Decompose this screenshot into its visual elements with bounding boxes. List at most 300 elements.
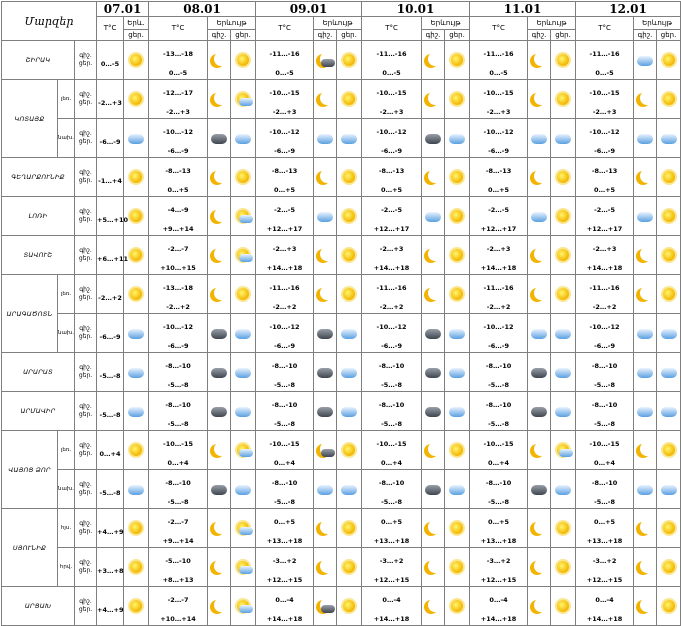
moon-icon	[423, 596, 443, 616]
date-header: 11.01	[470, 2, 576, 17]
day-temp: -6…-9	[167, 147, 189, 155]
day-temp: 0…+5	[274, 186, 296, 194]
moon-icon	[315, 284, 335, 304]
temp-cell	[470, 275, 528, 314]
day-temp: +14…+18	[480, 615, 517, 623]
night-label: գիշ.	[79, 520, 92, 527]
night-phenomenon	[422, 275, 445, 314]
night-temp: -2…+3	[379, 245, 404, 253]
day-phenomenon	[337, 41, 362, 80]
table-row	[2, 392, 681, 431]
night-phenomenon	[528, 314, 551, 353]
time-of-day	[75, 80, 97, 119]
sun-icon	[126, 284, 146, 304]
day-phenomenon	[337, 314, 362, 353]
moon-icon	[209, 518, 229, 538]
day-phenomenon	[445, 314, 470, 353]
sun-icon	[447, 50, 467, 70]
day-phenomenon	[445, 197, 470, 236]
night-temp: -8…-10	[378, 479, 405, 487]
temp-value: +6…+11	[97, 254, 128, 263]
day-phenomenon	[231, 275, 256, 314]
night-temp: -8…-10	[485, 401, 512, 409]
sun-icon	[339, 284, 359, 304]
night-label: գիշ.	[79, 130, 92, 137]
zone-label: հյս.	[58, 509, 75, 548]
night-subheader: գիշ.	[422, 30, 445, 41]
table-row	[2, 41, 681, 80]
night-temp: -10…-12	[163, 323, 194, 331]
day-temp: +9…+14	[162, 537, 194, 545]
day-temp: -6…-9	[594, 342, 616, 350]
night-temp: 0…+5	[381, 518, 403, 526]
day-temp: +14…+18	[266, 615, 303, 623]
phenomenon-cell	[124, 353, 149, 392]
cloud-icon	[553, 479, 573, 499]
day-temp: +14…+18	[266, 264, 303, 272]
night-temp: -8…-10	[271, 479, 298, 487]
night-temp: -11…-16	[269, 50, 300, 58]
night-label: գիշ.	[79, 208, 92, 215]
day-phenomenon	[445, 236, 470, 275]
night-phenomenon	[634, 548, 657, 587]
night-phenomenon	[528, 158, 551, 197]
phenomenon-cell	[124, 548, 149, 587]
temp-cell	[149, 587, 208, 626]
cloud-icon	[553, 362, 573, 382]
temp-cell	[362, 587, 422, 626]
night-subheader: գիշ.	[314, 30, 337, 41]
night-temp: -10…-12	[269, 323, 300, 331]
temp-cell	[256, 119, 314, 158]
phenomenon-header: Երևույթ	[422, 17, 470, 30]
day-subheader: ցեր.	[231, 30, 256, 41]
day-temp: -5…-8	[488, 381, 510, 389]
zone-label: հրվ.	[58, 548, 75, 587]
time-of-day	[75, 236, 97, 275]
date-header: 10.01	[362, 2, 470, 17]
sun-icon	[553, 206, 573, 226]
day-phenomenon	[657, 158, 681, 197]
night-temp: -8…-13	[271, 167, 298, 175]
night-phenomenon	[314, 314, 337, 353]
day-phenomenon	[231, 158, 256, 197]
night-temp: -8…-10	[165, 479, 191, 487]
temp-value: -2…+2	[98, 293, 122, 302]
phenomenon-cell	[124, 197, 149, 236]
night-temp: -2…-5	[274, 206, 296, 214]
region-name: ԱՐԱԳԱԾՈՏՆ	[2, 275, 58, 353]
temp-cell	[97, 80, 124, 119]
cloud-icon	[233, 323, 253, 343]
temp-value: -5…-8	[99, 410, 121, 419]
night-phenomenon	[528, 431, 551, 470]
moon-icon	[423, 50, 443, 70]
table-row	[2, 353, 681, 392]
zone-label: լեռ.	[58, 80, 75, 119]
dark-cloud-icon	[529, 401, 549, 421]
temp-value: -2…+3	[98, 98, 122, 107]
cloud-icon	[233, 479, 253, 499]
moon-icon	[529, 284, 549, 304]
sun-cloud-icon	[233, 440, 253, 460]
night-temp: -11…-16	[269, 284, 300, 292]
date-header: 07.01	[97, 2, 149, 17]
date-header: 08.01	[149, 2, 256, 17]
phenomenon-header: Երևույթ	[314, 17, 362, 30]
cloud-icon	[447, 401, 467, 421]
night-phenomenon	[208, 41, 231, 80]
cloud-icon	[635, 323, 655, 343]
night-phenomenon	[208, 119, 231, 158]
sun-icon	[447, 518, 467, 538]
night-temp: -3…+2	[592, 557, 617, 565]
day-phenomenon	[657, 431, 681, 470]
night-temp: -11…-16	[589, 50, 620, 58]
sun-icon	[233, 50, 253, 70]
dark-cloud-icon	[315, 323, 335, 343]
day-temp: -2…+3	[592, 108, 617, 116]
night-phenomenon	[634, 353, 657, 392]
night-phenomenon	[422, 41, 445, 80]
night-temp: -3…+2	[272, 557, 297, 565]
temp-value: -5…-8	[99, 488, 121, 497]
phenomenon-cell	[124, 314, 149, 353]
night-phenomenon	[528, 353, 551, 392]
day-phenomenon	[337, 470, 362, 509]
day-temp: +14…+18	[586, 264, 623, 272]
day-phenomenon	[551, 119, 576, 158]
day-subheader: ցեր.	[657, 30, 681, 41]
night-phenomenon	[422, 470, 445, 509]
cloud-icon	[315, 479, 335, 499]
moon-icon	[209, 50, 229, 70]
day-temp: +12…+15	[586, 576, 623, 584]
temp-cell	[149, 548, 208, 587]
day-phenomenon	[337, 158, 362, 197]
day-phenomenon	[337, 275, 362, 314]
region-name: ԱՐՑԱԽ	[2, 587, 75, 626]
day-phenomenon	[657, 353, 681, 392]
day-temp: -6…-9	[594, 147, 616, 155]
night-temp: -2…+3	[272, 245, 297, 253]
temp-cell	[256, 158, 314, 197]
temp-cell	[576, 119, 634, 158]
phenomenon-cell	[124, 509, 149, 548]
night-phenomenon	[528, 119, 551, 158]
sun-icon	[553, 557, 573, 577]
night-subheader: գիշ.	[634, 30, 657, 41]
day-temp: -2…+3	[379, 108, 404, 116]
night-phenomenon	[634, 80, 657, 119]
day-phenomenon	[551, 236, 576, 275]
table-row	[2, 275, 681, 314]
moon-icon	[209, 89, 229, 109]
phenomenon-cell	[124, 587, 149, 626]
day-phenomenon	[551, 41, 576, 80]
dark-cloud-icon	[529, 479, 549, 499]
night-phenomenon	[314, 353, 337, 392]
temp-cell	[149, 509, 208, 548]
moon-icon	[423, 440, 443, 460]
night-temp: -2…-7	[167, 518, 189, 526]
night-temp: -8…-10	[378, 401, 405, 409]
temp-cell	[576, 314, 634, 353]
moon-icon	[315, 518, 335, 538]
moon-icon	[529, 596, 549, 616]
night-phenomenon	[422, 236, 445, 275]
regions-header: Մարզեր	[2, 2, 97, 41]
day-temp: -5…-8	[167, 381, 189, 389]
temp-cell	[97, 509, 124, 548]
dark-cloud-icon	[209, 362, 229, 382]
sun-icon	[126, 557, 146, 577]
dark-cloud-icon	[423, 323, 443, 343]
moon-icon	[209, 557, 229, 577]
moon-icon	[635, 89, 655, 109]
temp-value: +3…+8	[97, 566, 124, 575]
night-temp: -10…-12	[589, 323, 620, 331]
moon-icon	[635, 284, 655, 304]
temp-cell	[362, 158, 422, 197]
night-temp: 0…-4	[275, 596, 294, 604]
night-subheader: գիշ.	[528, 30, 551, 41]
temp-header: T°C	[470, 17, 528, 41]
cloud-icon	[529, 128, 549, 148]
table-row	[2, 509, 681, 548]
day-phenomenon	[551, 431, 576, 470]
night-phenomenon	[314, 80, 337, 119]
moon-icon	[635, 557, 655, 577]
temp-cell	[149, 80, 208, 119]
moon-icon	[529, 50, 549, 70]
cloud-icon	[339, 401, 359, 421]
cloud-icon	[339, 479, 359, 499]
night-label: գիշ.	[79, 91, 92, 98]
temp-cell	[256, 509, 314, 548]
sun-icon	[339, 167, 359, 187]
time-of-day	[75, 158, 97, 197]
night-temp: -8…-13	[165, 167, 191, 175]
phenomenon-cell	[124, 275, 149, 314]
night-temp: -10…-15	[269, 89, 300, 97]
night-temp: -3…+2	[379, 557, 404, 565]
day-label: ցեր.	[78, 294, 93, 301]
temp-cell	[470, 353, 528, 392]
moon-cloud-icon	[315, 440, 335, 460]
day-phenomenon	[231, 119, 256, 158]
temp-cell	[149, 41, 208, 80]
region-name: ՏԱՎՈՒՇ	[2, 236, 75, 275]
phenomenon-header: Երևույթ	[208, 17, 256, 30]
temp-cell	[97, 197, 128, 236]
time-of-day	[75, 119, 97, 158]
sun-icon	[553, 50, 573, 70]
temp-cell	[362, 314, 422, 353]
moon-icon	[423, 89, 443, 109]
day-subheader: ցեր.	[337, 30, 362, 41]
cloud-icon	[126, 362, 146, 382]
day-temp: -5…-8	[594, 420, 616, 428]
sun-icon	[553, 284, 573, 304]
day-subheader: ցեր.	[551, 30, 576, 41]
temp-cell	[362, 197, 422, 236]
night-phenomenon	[634, 392, 657, 431]
day-phenomenon	[337, 119, 362, 158]
cloud-icon	[315, 128, 335, 148]
cloud-icon	[659, 323, 679, 343]
cloud-icon	[233, 362, 253, 382]
sun-cloud-icon	[233, 518, 253, 538]
night-phenomenon	[208, 275, 231, 314]
night-phenomenon	[314, 119, 337, 158]
sun-icon	[447, 89, 467, 109]
day-temp: -6…-9	[381, 342, 403, 350]
temp-cell	[256, 41, 314, 80]
zone-label: նախ.	[58, 314, 75, 353]
time-of-day	[75, 41, 97, 80]
day-phenomenon	[657, 314, 681, 353]
sun-icon	[126, 206, 146, 226]
sun-icon	[339, 596, 359, 616]
temp-cell	[97, 314, 124, 353]
temp-cell	[362, 353, 422, 392]
zone-label: նախ.	[58, 119, 75, 158]
temp-cell	[256, 353, 314, 392]
sun-icon	[447, 596, 467, 616]
region-name: ՍՅՈՒՆԻՔ	[2, 509, 58, 587]
night-phenomenon	[528, 470, 551, 509]
night-phenomenon	[208, 548, 231, 587]
cloud-icon	[447, 128, 467, 148]
temp-cell	[97, 587, 124, 626]
temp-cell	[149, 314, 208, 353]
day-phenomenon	[657, 275, 681, 314]
night-phenomenon	[634, 158, 657, 197]
day-label: ցեր.	[78, 138, 93, 145]
night-temp: -13…-18	[163, 284, 194, 292]
table-row	[2, 119, 681, 158]
region-name: ԱՐԱՐԱՏ	[2, 353, 75, 392]
night-phenomenon	[634, 41, 657, 80]
night-phenomenon	[422, 509, 445, 548]
night-phenomenon	[634, 587, 657, 626]
temp-header: T°C	[576, 17, 634, 41]
day-phenomenon	[231, 509, 256, 548]
table-row	[2, 80, 681, 119]
night-label: գիշ.	[79, 286, 92, 293]
day-label: ցեր.	[78, 60, 93, 67]
day-phenomenon	[231, 431, 256, 470]
sun-icon	[447, 245, 467, 265]
temp-cell	[576, 431, 634, 470]
day-temp: 0…+4	[274, 459, 296, 467]
sun-icon	[339, 518, 359, 538]
day-phenomenon	[657, 236, 681, 275]
sun-icon	[659, 284, 679, 304]
time-of-day	[75, 509, 97, 548]
cloud-icon	[553, 128, 573, 148]
day-temp: -5…-8	[274, 381, 296, 389]
night-temp: -10…-15	[589, 440, 620, 448]
day-temp: +14…+18	[480, 264, 517, 272]
cloud-icon	[529, 323, 549, 343]
temp-cell	[256, 548, 314, 587]
sun-icon	[447, 440, 467, 460]
day-temp: -5…-8	[381, 381, 403, 389]
sun-cloud-icon	[553, 440, 573, 460]
day-phenomenon	[445, 119, 470, 158]
night-phenomenon	[634, 197, 657, 236]
night-label: գիշ.	[79, 598, 92, 605]
day-temp: 0…+5	[167, 186, 189, 194]
temp-cell	[97, 392, 124, 431]
day-temp: 0…+4	[594, 459, 616, 467]
night-phenomenon	[314, 509, 337, 548]
night-phenomenon	[634, 509, 657, 548]
night-temp: -11…-16	[376, 284, 407, 292]
temp-cell	[362, 470, 422, 509]
night-temp: -2…-5	[488, 206, 510, 214]
day-phenomenon	[657, 119, 681, 158]
night-phenomenon	[528, 587, 551, 626]
sun-icon	[126, 518, 146, 538]
night-temp: -8…-10	[591, 362, 618, 370]
temp-value: 0…-5	[100, 59, 120, 68]
night-phenomenon	[422, 548, 445, 587]
night-temp: -3…+2	[486, 557, 511, 565]
moon-icon	[529, 89, 549, 109]
temp-cell	[97, 236, 128, 275]
temp-cell	[362, 509, 422, 548]
day-phenomenon	[337, 353, 362, 392]
temp-cell	[362, 41, 422, 80]
day-phenomenon	[657, 197, 681, 236]
table-row	[2, 158, 681, 197]
moon-icon	[423, 557, 443, 577]
day-label: ցեր.	[78, 528, 93, 535]
night-temp: -2…-7	[167, 596, 189, 604]
night-phenomenon	[422, 158, 445, 197]
day-phenomenon	[337, 80, 362, 119]
night-phenomenon	[314, 236, 337, 275]
day-temp: -6…-9	[488, 342, 510, 350]
temp-cell	[256, 431, 314, 470]
moon-icon	[209, 245, 229, 265]
day-temp: +8…+13	[162, 576, 194, 584]
day-temp: +12…+15	[480, 576, 517, 584]
day-phenomenon	[445, 548, 470, 587]
sun-icon	[339, 206, 359, 226]
temp-cell	[97, 275, 124, 314]
sun-icon	[659, 206, 679, 226]
day-temp: -5…-8	[167, 420, 189, 428]
cloud-icon	[635, 401, 655, 421]
temp-cell	[576, 197, 634, 236]
night-phenomenon	[208, 392, 231, 431]
night-phenomenon	[314, 470, 337, 509]
day-phenomenon	[551, 509, 576, 548]
moon-icon	[209, 167, 229, 187]
day-temp: -6…-9	[274, 147, 296, 155]
temp-cell	[149, 119, 208, 158]
dark-cloud-icon	[209, 401, 229, 421]
temp-cell	[470, 431, 528, 470]
night-phenomenon	[208, 158, 231, 197]
cloud-icon	[529, 206, 549, 226]
phenomenon-cell	[124, 158, 149, 197]
sun-icon	[447, 557, 467, 577]
